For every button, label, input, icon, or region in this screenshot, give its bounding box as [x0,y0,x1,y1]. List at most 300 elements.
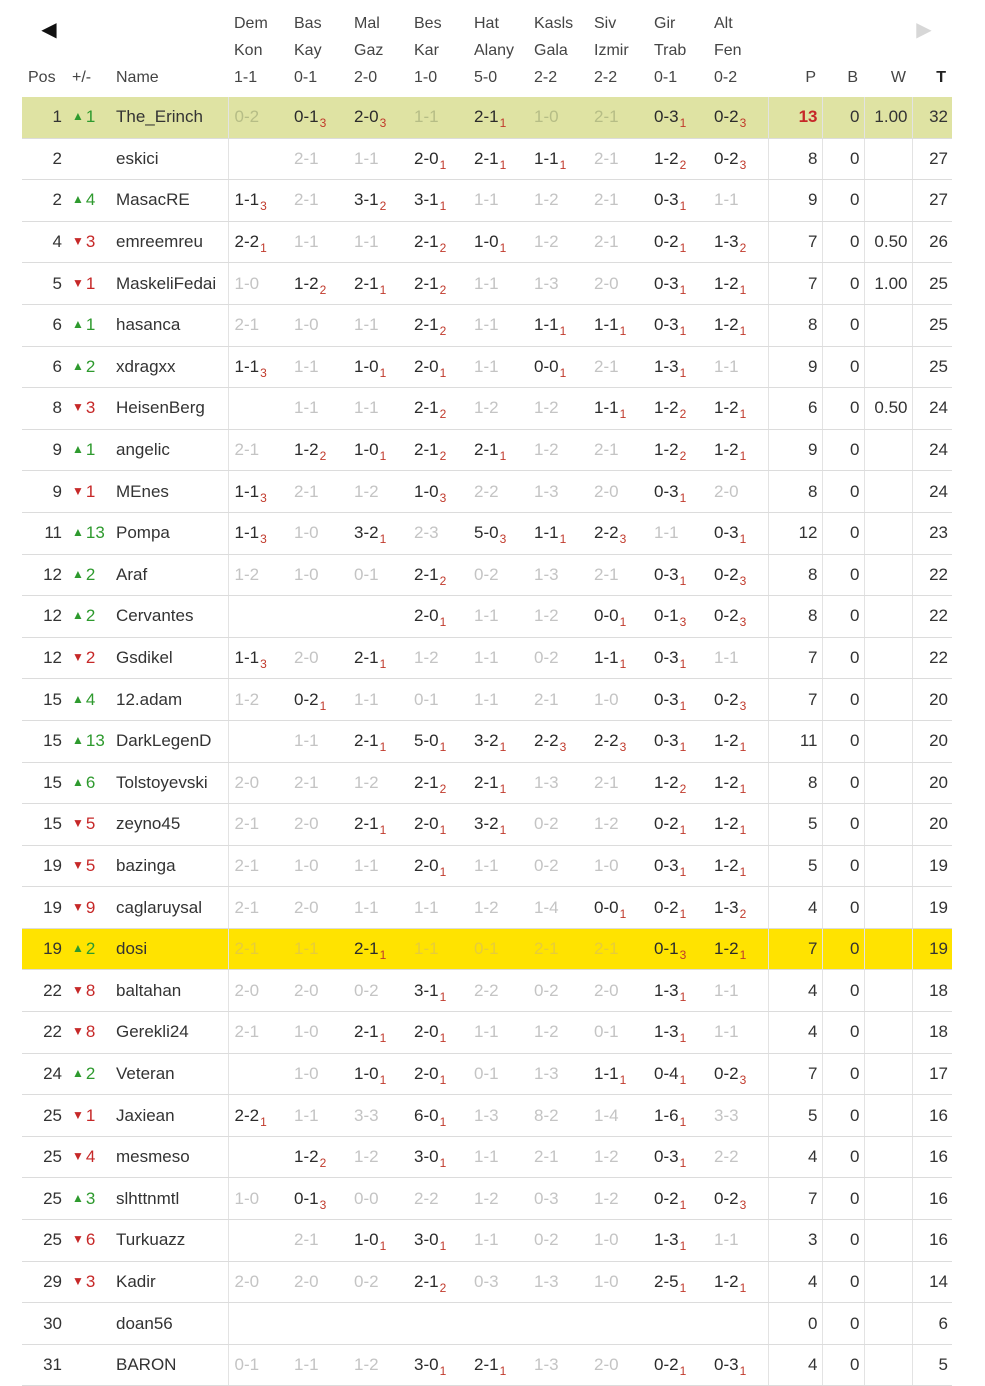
table-row[interactable] [22,928,952,970]
table-row[interactable] [22,596,952,638]
bonus-cell: 0 [822,679,864,721]
prediction-cell [528,845,588,887]
prediction-points: 1 [679,698,687,713]
player-name[interactable]: Gsdikel [110,637,228,679]
prediction-score: 3-2 [474,731,499,751]
table-row[interactable] [22,1220,952,1262]
header-pos: Pos [28,69,56,86]
prediction-score: 1-0 [294,564,319,584]
prediction-score: 1-1 [414,939,439,959]
rank-change-cell [66,1220,110,1262]
player-name[interactable]: Kadir [110,1261,228,1303]
prediction-points: 2 [439,573,447,588]
rank-change-cell [66,804,110,846]
player-name[interactable]: Araf [110,554,228,596]
bonus-cell: 0 [822,720,864,762]
bonus-cell: 0 [822,928,864,970]
prediction-score: 2-1 [414,1271,439,1291]
w-cell [864,1012,912,1054]
prediction-cell [708,429,768,471]
rank-cell: 19 [22,887,66,929]
rank-cell: 8 [22,388,66,430]
prediction-cell [228,762,288,804]
w-cell [864,1261,912,1303]
rank-change-value: 3 [85,398,96,418]
prediction-cell [288,263,348,305]
match-score: 5-0 [474,69,498,86]
prediction-points: 3 [619,740,627,755]
prediction-score: 1-1 [234,481,260,501]
player-name[interactable]: doan56 [110,1303,228,1345]
player-name[interactable]: Veteran [110,1053,228,1095]
match-away: Izmir [594,42,629,59]
header-match-4[interactable] [408,10,468,97]
rank-change-value: 1 [85,1105,96,1125]
prediction-points: 1 [379,740,387,755]
w-cell [864,138,912,180]
total-cell: 25 [912,346,952,388]
table-row[interactable] [22,845,952,887]
prediction-score: 5-0 [474,523,499,543]
bonus-cell: 0 [822,1303,864,1345]
prediction-score: 1-2 [654,148,679,168]
prediction-points: 1 [379,449,387,464]
prediction-cell [708,762,768,804]
points-cell: 7 [768,1178,822,1220]
prediction-points: 1 [439,1072,447,1087]
match-score: 1-0 [414,69,438,86]
player-name[interactable]: hasanca [110,304,228,346]
prediction-score: 1-3 [534,1355,559,1375]
prediction-points: 2 [439,449,447,464]
prediction-cell [528,471,588,513]
prediction-cell [348,1012,408,1054]
player-name[interactable]: Jaxiean [110,1095,228,1137]
prediction-score: 0-3 [654,855,679,875]
prediction-score: 2-0 [294,980,319,1000]
prediction-score: 1-4 [534,897,559,917]
prediction-cell [588,429,648,471]
header-match-1[interactable] [228,10,288,97]
player-name[interactable]: DarkLegenD [110,720,228,762]
prediction-cell [348,180,408,222]
table-row[interactable] [22,970,952,1012]
player-name[interactable]: Turkuazz [110,1220,228,1262]
prediction-cell [708,97,768,138]
prediction-cell [348,1053,408,1095]
table-row[interactable] [22,304,952,346]
rank-cell: 25 [22,1136,66,1178]
prediction-cell [648,1095,708,1137]
player-name[interactable]: dosi [110,928,228,970]
header-match-8[interactable] [648,10,708,97]
prediction-score: 0-1 [234,1355,260,1375]
prediction-score: 1-0 [594,855,619,875]
prediction-cell [708,970,768,1012]
table-row[interactable] [22,1136,952,1178]
prediction-points: 2 [679,781,687,796]
prediction-cell [648,263,708,305]
rank-change-cell [66,1053,110,1095]
header-match-9[interactable] [708,10,768,97]
header-match-2[interactable] [288,10,348,97]
prediction-points: 1 [739,781,747,796]
bonus-cell: 0 [822,970,864,1012]
prediction-cell [708,1303,768,1345]
table-row[interactable] [22,637,952,679]
prediction-score: 1-1 [234,190,260,210]
w-cell [864,887,912,929]
rank-change-value: 4 [85,689,96,709]
table-row[interactable] [22,554,952,596]
prediction-points: 1 [499,116,507,131]
prediction-points: 3 [499,532,507,547]
prediction-score: 1-1 [474,315,499,335]
rank-cell: 1 [22,97,66,138]
prediction-cell [528,970,588,1012]
total-cell: 22 [912,554,952,596]
player-name[interactable]: Gerekli24 [110,1012,228,1054]
prediction-cell [468,1344,528,1386]
prediction-score: 2-0 [414,356,439,376]
prediction-score: 1-1 [474,1022,499,1042]
table-row[interactable] [22,180,952,222]
prediction-score: 3-1 [414,980,439,1000]
prediction-points: 1 [499,1364,507,1379]
rank-down-icon: ▼ [72,1149,84,1164]
prediction-cell [588,1178,648,1220]
prediction-score: 1-0 [234,273,260,293]
prediction-score: 1-3 [534,1271,559,1291]
prediction-score: 1-4 [594,1105,619,1125]
prediction-score: 1-0 [354,1063,379,1083]
player-name[interactable]: eskici [110,138,228,180]
table-row[interactable] [22,1178,952,1220]
table-row[interactable] [22,1095,952,1137]
prediction-score: 3-2 [474,814,499,834]
prediction-cell [348,1261,408,1303]
header-match-7[interactable] [588,10,648,97]
bonus-cell: 0 [822,221,864,263]
prediction-score: 2-0 [414,1022,439,1042]
w-cell [864,1095,912,1137]
prediction-score: 1-2 [414,648,439,668]
prediction-cell [228,471,288,513]
header-w: W [890,69,906,86]
prediction-score: 0-1 [654,939,679,959]
player-name[interactable]: The_Erinch [110,97,228,138]
prediction-points: 1 [679,906,687,921]
prediction-score: 0-3 [654,481,679,501]
rank-change-cell [66,762,110,804]
table-row[interactable] [22,429,952,471]
header-match-5[interactable] [468,10,528,97]
player-name[interactable]: MasacRE [110,180,228,222]
prediction-score: 1-1 [234,356,260,376]
player-name[interactable]: xdragxx [110,346,228,388]
player-name[interactable]: MaskeliFedai [110,263,228,305]
prediction-score: 0-2 [714,689,739,709]
table-row[interactable] [22,720,952,762]
prediction-cell [708,138,768,180]
table-row[interactable] [22,263,952,305]
prediction-points: 2 [739,906,747,921]
prediction-score: 1-1 [294,398,319,418]
match-score: 2-0 [354,69,378,86]
prediction-cell [588,720,648,762]
prediction-points: 1 [439,1031,447,1046]
prediction-cell [708,1220,768,1262]
bonus-cell: 0 [822,304,864,346]
match-home: Gir [654,15,676,32]
rank-change-value: 8 [85,1022,96,1042]
prediction-score: 1-0 [294,523,319,543]
rank-change-cell [66,637,110,679]
prediction-score: 1-2 [594,1147,619,1167]
prediction-points: 1 [439,823,447,838]
prediction-score: 0-3 [654,315,679,335]
player-name[interactable]: emreemreu [110,221,228,263]
prediction-cell [348,1136,408,1178]
bonus-cell: 0 [822,762,864,804]
player-name[interactable]: caglaruysal [110,887,228,929]
rank-up-icon: ▲ [72,1065,84,1080]
table-row[interactable] [22,1012,952,1054]
prediction-score: 1-2 [534,606,559,626]
w-cell [864,1303,912,1345]
prediction-cell [288,1095,348,1137]
prediction-score: 0-2 [534,980,559,1000]
prediction-cell [408,1136,468,1178]
prediction-cell [408,804,468,846]
prediction-cell [528,928,588,970]
prediction-points: 1 [439,864,447,879]
prediction-cell [408,1220,468,1262]
prediction-cell [348,221,408,263]
prediction-points: 1 [679,1280,687,1295]
player-name[interactable]: bazinga [110,845,228,887]
table-row[interactable] [22,97,952,138]
prediction-cell [708,512,768,554]
prediction-score: 2-2 [234,232,260,252]
bonus-cell: 0 [822,1012,864,1054]
prediction-cell [228,1261,288,1303]
prediction-score: 0-2 [714,1188,739,1208]
table-row[interactable] [22,512,952,554]
prediction-cell [588,512,648,554]
prediction-points: 2 [739,241,747,256]
prediction-score: 5-0 [414,731,439,751]
total-cell: 16 [912,1136,952,1178]
prediction-points: 1 [679,740,687,755]
previous-round-icon[interactable]: ◀ [41,19,57,41]
prediction-score: 1-2 [234,564,260,584]
w-cell [864,304,912,346]
prediction-cell [648,1053,708,1095]
header-match-3[interactable] [348,10,408,97]
header-total: T [936,69,946,86]
prediction-score: 1-3 [534,481,559,501]
player-name[interactable]: angelic [110,429,228,471]
prediction-score: 1-2 [594,814,619,834]
w-cell: 0.50 [864,221,912,263]
prediction-points: 1 [379,1239,387,1254]
prediction-points: 1 [439,989,447,1004]
prediction-points: 1 [439,740,447,755]
rank-change-value: 4 [85,1147,96,1167]
prediction-cell [288,720,348,762]
prediction-cell [648,804,708,846]
table-row[interactable] [22,804,952,846]
table-row[interactable] [22,1344,952,1386]
rank-cell: 9 [22,429,66,471]
prediction-cell [708,720,768,762]
table-row[interactable] [22,221,952,263]
player-name[interactable]: 12.adam [110,679,228,721]
prediction-cell [408,388,468,430]
prediction-score: 1-1 [354,897,379,917]
prediction-score: 0-2 [654,1188,679,1208]
prediction-score: 1-1 [234,648,260,668]
table-row[interactable] [22,471,952,513]
player-name[interactable]: Pompa [110,512,228,554]
player-name[interactable]: MEnes [110,471,228,513]
prediction-score: 2-1 [354,939,379,959]
prediction-score: 0-2 [654,232,679,252]
header-match-6[interactable] [528,10,588,97]
table-row[interactable] [22,762,952,804]
prediction-cell [468,180,528,222]
prediction-cell [228,1136,288,1178]
total-cell: 22 [912,596,952,638]
points-cell: 8 [768,762,822,804]
player-name[interactable]: slhttnmtl [110,1178,228,1220]
prediction-cell [348,429,408,471]
total-cell: 17 [912,1053,952,1095]
table-row[interactable] [22,1053,952,1095]
rank-down-icon: ▼ [72,234,84,249]
prediction-cell [648,304,708,346]
match-away: Kon [234,42,263,59]
prediction-cell [528,388,588,430]
rank-up-icon: ▲ [72,358,84,373]
prediction-score: 2-0 [234,980,260,1000]
prediction-cell [228,1178,288,1220]
player-name[interactable]: BARON [110,1344,228,1386]
prediction-cell [348,304,408,346]
prediction-score: 2-1 [354,273,379,293]
prediction-cell [468,304,528,346]
prediction-score: 0-2 [534,648,559,668]
prediction-points: 3 [260,199,267,214]
player-name[interactable]: mesmeso [110,1136,228,1178]
rank-cell: 30 [22,1303,66,1345]
prediction-score: 1-3 [714,897,739,917]
match-away: Kar [414,42,439,59]
prediction-cell [588,554,648,596]
prediction-score: 3-0 [414,1147,439,1167]
prediction-score: 0-2 [294,689,319,709]
player-name[interactable]: zeyno45 [110,804,228,846]
rank-up-icon: ▲ [72,192,84,207]
prediction-cell [648,1012,708,1054]
prediction-points: 3 [260,365,267,380]
prediction-cell [648,138,708,180]
prediction-points: 3 [439,490,447,505]
prediction-points: 1 [439,199,447,214]
prediction-score: 1-0 [294,855,319,875]
prediction-score: 2-2 [594,731,619,751]
table-row[interactable] [22,346,952,388]
prediction-points: 1 [379,532,387,547]
prediction-cell [648,679,708,721]
prediction-score: 0-3 [654,1147,679,1167]
prediction-cell [588,1053,648,1095]
prediction-cell [228,804,288,846]
prediction-score: 1-2 [354,772,379,792]
prediction-score: 1-6 [654,1105,679,1125]
prediction-score: 0-1 [474,1063,499,1083]
prediction-cell [588,97,648,138]
prediction-cell [228,1220,288,1262]
w-cell [864,928,912,970]
prediction-cell [648,596,708,638]
prediction-cell [468,679,528,721]
prediction-cell [408,637,468,679]
prediction-points: 1 [739,1364,747,1379]
header-bonus: B [847,69,858,86]
prediction-score: 2-0 [294,648,319,668]
table-row[interactable] [22,1261,952,1303]
player-name[interactable]: Cervantes [110,596,228,638]
prediction-points: 1 [439,1114,447,1129]
rank-cell: 29 [22,1261,66,1303]
prediction-score: 1-1 [294,731,319,751]
prediction-score: 2-0 [354,107,379,127]
table-row[interactable] [22,1303,952,1345]
total-cell: 19 [912,928,952,970]
table-row[interactable] [22,388,952,430]
prediction-points: 2 [679,157,687,172]
prediction-cell [528,346,588,388]
table-row[interactable] [22,679,952,721]
prediction-score: 1-1 [474,648,499,668]
prediction-cell [468,1178,528,1220]
prediction-cell [708,304,768,346]
prediction-cell [528,596,588,638]
prediction-score: 6-0 [414,1105,439,1125]
table-row[interactable] [22,138,952,180]
next-round-icon[interactable]: ▶ [916,19,932,41]
rank-change-cell [66,720,110,762]
player-name[interactable]: Tolstoyevski [110,762,228,804]
total-cell: 27 [912,180,952,222]
prediction-score: 1-1 [474,1230,499,1250]
prediction-points: 3 [559,740,567,755]
rank-change-value: 2 [85,564,96,584]
prediction-cell [408,1261,468,1303]
table-row[interactable] [22,887,952,929]
bonus-cell: 0 [822,887,864,929]
points-cell: 4 [768,887,822,929]
prediction-cell [588,388,648,430]
rank-down-icon: ▼ [72,982,84,997]
player-name[interactable]: HeisenBerg [110,388,228,430]
player-name[interactable]: baltahan [110,970,228,1012]
w-cell [864,679,912,721]
points-cell: 7 [768,679,822,721]
prediction-score: 1-1 [714,1022,739,1042]
